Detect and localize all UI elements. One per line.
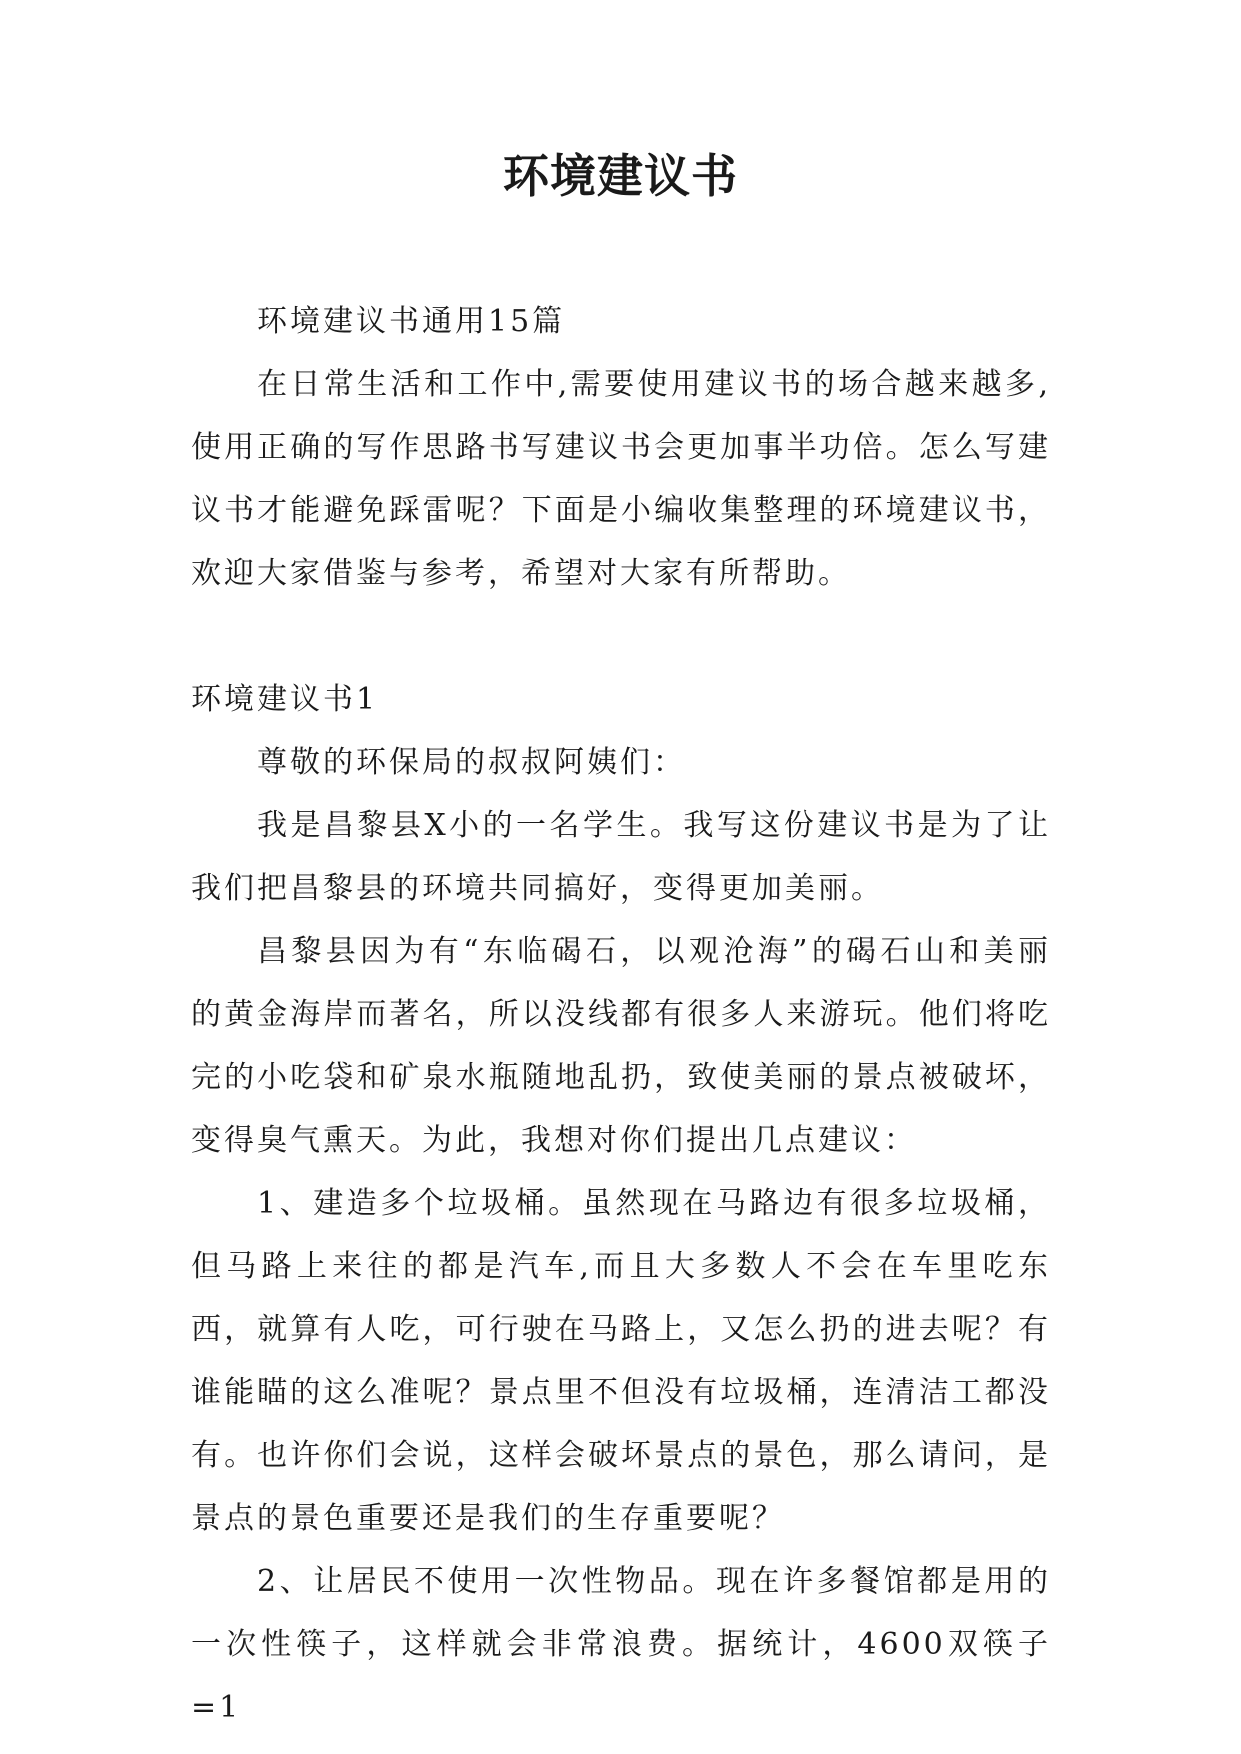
document-body [191,290,1051,1739]
paragraph-suggestion-1: 1、建造多个垃圾桶。虽然现在马路边有很多垃圾桶，但马路上来往的都是汽车,而且大多数人不会在车里吃东西，就算有人吃，可行驶在马路上，又怎么扔的进去呢？有谁能瞄的这么准呢？景点里不但没有垃圾桶，连清洁工都没有。也许你们会说，这样会破坏景点的景色，那么请问，是景点的景色重要还是我们的生存重要呢？ [191,1186,1051,1536]
paragraph-body-1: 我是昌黎县X小的一名学生。我写这份建议书是为了让我们把昌黎县的环境共同搞好，变得更加美丽。 [191,808,1051,906]
paragraph-salutation: 尊敬的环保局的叔叔阿姨们： [257,745,686,780]
paragraph-suggestion-2: 2、让居民不使用一次性物品。现在许多餐馆都是用的一次性筷子，这样就会非常浪费。据统计，4600双筷子=1 [191,1564,1051,1725]
paragraph-body-2: 昌黎县因为有“东临碣石，以观沧海”的碣石山和美丽的黄金海岸而著名，所以没线都有很多人来游玩。他们将吃完的小吃袋和矿泉水瓶随地乱扔，致使美丽的景点被破坏，变得臭气熏天。为此，我想对你们提出几点建议： [191,934,1051,1158]
paragraph-intro: 在日常生活和工作中,需要使用建议书的场合越来越多,使用正确的写作思路书写建议书会更加事半功倍。怎么写建议书才能避免踩雷呢？下面是小编收集整理的环境建议书，欢迎大家借鉴与参考，希望对大家有所帮助。 [191,367,1051,591]
paragraph-subtitle: 环境建议书通用15篇 [257,304,566,339]
section-heading: 环境建议书1 [191,682,379,717]
document-title: 环境建议书 [503,149,738,203]
